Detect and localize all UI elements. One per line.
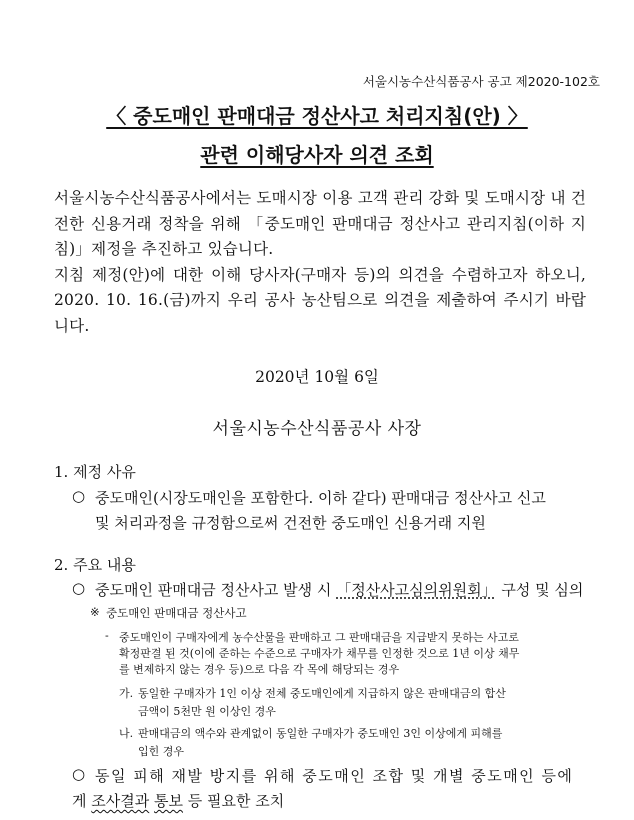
item-ga-line-2: 금액이 5천만 원 이상인 경우 xyxy=(138,705,276,718)
intro-body xyxy=(54,186,586,339)
note-text: 중도매인 판매대금 정산사고 xyxy=(106,606,247,620)
notice-number: 서울시농수산식품공사 공고 제2020-102호 xyxy=(362,74,600,89)
definition-line-3: 를 변제하지 않는 경우 등)으로 다음 각 목에 해당되는 경우 xyxy=(119,663,400,676)
bullet-2-pre: 게 xyxy=(72,792,92,810)
signer: 서울시농수산식품공사 사장 xyxy=(212,419,422,439)
section-1-bullet-mark: ○ xyxy=(72,487,86,505)
section-1-heading: 1. 제정 사유 xyxy=(54,463,136,481)
definition-line-2: 확정판결 된 것(이에 준하는 수준으로 구매자가 채무를 인정한 것으로 1년 이상 채무 xyxy=(119,647,520,660)
document-title-line2 xyxy=(0,139,634,168)
note-mark: ※ xyxy=(90,605,100,619)
bullet-1-pre: 중도매인 판매대금 정산사고 발생 시 xyxy=(95,581,337,599)
item-ga-line-1: 동일한 구매자가 1인 이상 전체 중도매인에게 지급하지 않은 판매대금의 합산 xyxy=(138,687,506,700)
committee-name: 「정산사고심의위원회」 xyxy=(336,581,497,599)
item-na-mark: 나. xyxy=(119,727,134,740)
intro-paragraph-2: 지침 제정(안)에 대한 이해 당사자(구매자 등)의 의견을 수렴하고자 하오니, 2020. 10. 16.(금)까지 우리 공사 농산팀으로 의견을 제출하여 주시기 바랍니다. xyxy=(54,265,586,335)
bullet-1-post: 구성 및 심의 xyxy=(496,581,584,599)
section-2-bullet-2-line-2 xyxy=(72,790,284,811)
document-title-line1 xyxy=(0,100,634,129)
item-na-line-2: 입힌 경우 xyxy=(138,745,185,758)
notification: 통보 xyxy=(154,792,183,810)
investigation-result: 조사결과 xyxy=(91,792,150,810)
section-1-line-2: 및 처리과정을 규정함으로써 건전한 중도매인 신용거래 지원 xyxy=(95,514,486,532)
intro-paragraph-1: 서울시농수산식품공사에서는 도매시장 이용 고객 관리 강화 및 도매시장 내 건전한 신용거래 정착을 위해 「중도매인 판매대금 정산사고 관리지침(이하 지침)」제정을 추진하고 있습니다. xyxy=(54,189,586,258)
section-2-heading: 2. 주요 내용 xyxy=(54,556,136,574)
title-line2-text: 관련 이해당사자 의견 조회 xyxy=(200,143,434,167)
definition-line-1: 중도매인이 구매자에게 농수산물을 판매하고 그 판매대금을 지급받지 못하는 사고로 xyxy=(119,631,519,644)
title-line1-text: 〈 중도매인 판매대금 정산사고 처리지침(안) 〉 xyxy=(106,104,528,128)
item-na-line-1: 판매대금의 액수와 관계없이 동일한 구매자가 중도매인 3인 이상에게 피해를 xyxy=(138,727,503,740)
section-1-line-1: 중도매인(시장도매인을 포함한다. 이하 같다) 판매대금 정산사고 신고 xyxy=(95,489,546,507)
section-2-bullet-2-line-1: 동일 피해 재발 방지를 위해 중도매인 조합 및 개별 중도매인 등에 xyxy=(95,767,574,785)
item-ga-mark: 가. xyxy=(119,687,134,700)
section-2-bullet-1-mark: ○ xyxy=(72,579,86,597)
notice-date: 2020년 10월 6일 xyxy=(255,368,379,386)
section-2-bullet-1 xyxy=(95,579,583,600)
bullet-2-post: 등 필요한 조치 xyxy=(183,792,285,810)
section-2-bullet-2-mark: ○ xyxy=(72,765,86,783)
dash-mark: - xyxy=(105,629,109,642)
